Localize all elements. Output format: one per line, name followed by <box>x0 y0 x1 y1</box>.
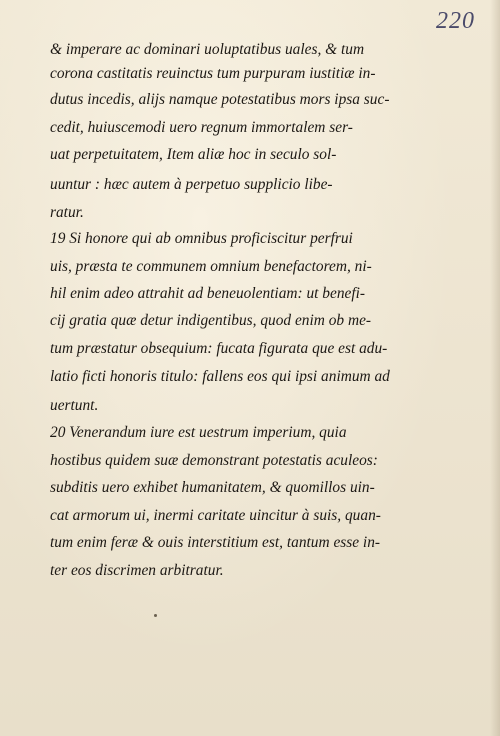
text-line: hil enim adeo attrahit ad beneuolentiam: ut benefi- <box>50 285 366 302</box>
paragraph-19-first-line: 19 Si honore qui ab omnibus proficiscitur perfrui <box>50 230 353 247</box>
text-line: latio ficti honoris titulo: fallens eos qui ipsi animum ad <box>50 368 390 385</box>
text-line: tum enim feræ & ouis interstitium est, tantum esse in- <box>50 534 381 551</box>
text-line: cedit, huiuscemodi uero regnum immortalem ser- <box>50 119 353 136</box>
page-edge-shadow <box>490 0 500 736</box>
text-line: uertunt. <box>50 397 99 414</box>
text-line: dutus incedis, alijs namque potestatibus mors ipsa suc- <box>50 91 390 108</box>
paragraph-20-first-line: 20 Venerandum iure est uestrum imperium, quia <box>50 424 347 441</box>
text-line: uis, præsta te communem omnium benefactorem, ni- <box>50 258 372 275</box>
text-line: cat armorum ui, inermi caritate uincitur à suis, quan- <box>50 507 381 524</box>
text-line: uuntur : hæc autem à perpetuo supplicio libe- <box>50 176 333 193</box>
ink-speck <box>154 614 157 617</box>
text-line: ter eos discrimen arbitratur. <box>50 562 224 579</box>
text-line: ratur. <box>50 204 84 221</box>
text-line: hostibus quidem suæ demonstrant potestatis aculeos: <box>50 452 378 469</box>
text-line: uat perpetuitatem, Item aliæ hoc in seculo sol- <box>50 146 337 163</box>
text-line: & imperare ac dominari uoluptatibus uales, & tum <box>50 41 365 58</box>
text-line: subditis uero exhibet humanitatem, & quomillos uin- <box>50 479 375 496</box>
text-line: tum præstatur obsequium: fucata figurata que est adu- <box>50 340 388 357</box>
page-number: 220 <box>436 8 475 34</box>
text-line: corona castitatis reuinctus tum purpuram iustitiæ in- <box>50 65 376 82</box>
text-line: cij gratia quæ detur indigentibus, quod enim ob me- <box>50 312 372 329</box>
